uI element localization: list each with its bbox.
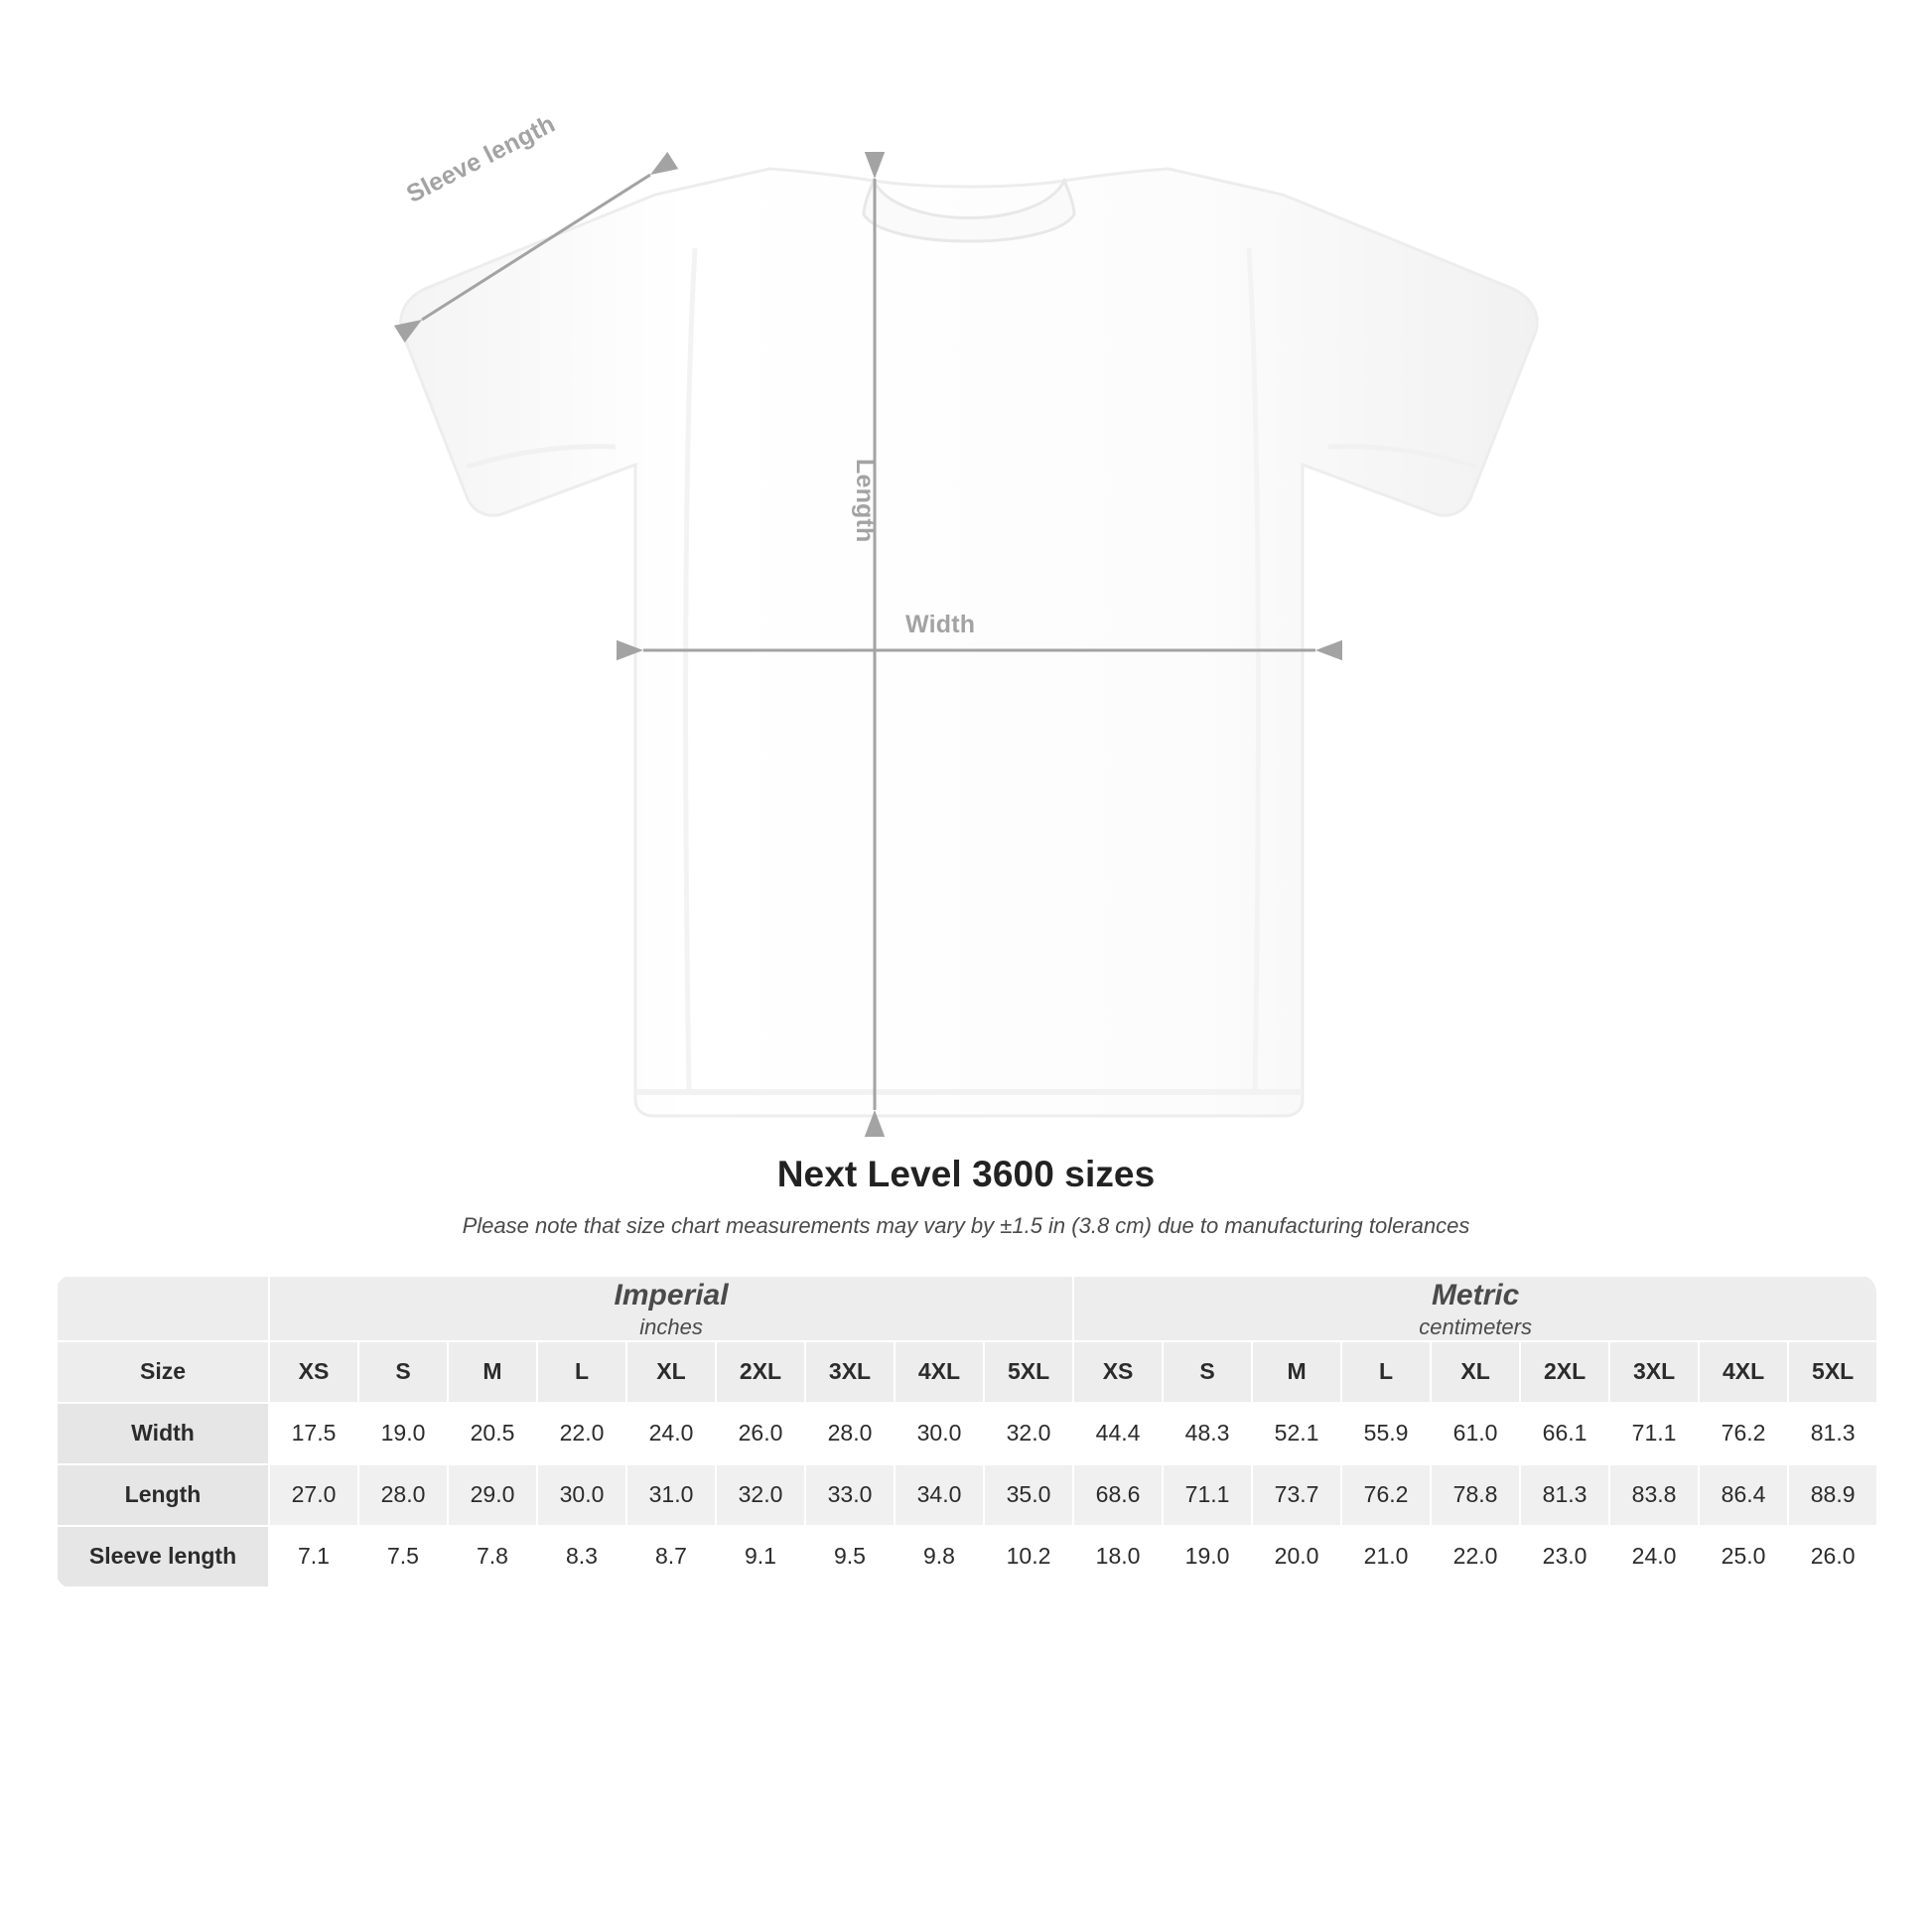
measurement-cell: 28.0 [805,1403,895,1464]
measurement-cell: 9.5 [805,1526,895,1587]
measurement-cell: 22.0 [537,1403,626,1464]
measurement-cell: 48.3 [1163,1403,1252,1464]
size-chart-table-wrapper [56,1275,1876,1588]
table-row [57,1526,1876,1587]
measurement-cell: 29.0 [448,1464,537,1526]
size-header-cell: L [537,1341,626,1403]
measurement-cell: 8.3 [537,1526,626,1587]
size-header-cell: 3XL [1609,1341,1699,1403]
row-label-cell: Width [57,1403,269,1464]
measurement-cell: 88.9 [1788,1464,1876,1526]
measurement-cell: 8.7 [626,1526,716,1587]
table-corner-cell [57,1276,269,1341]
measurement-cell: 76.2 [1699,1403,1788,1464]
measurement-cell: 31.0 [626,1464,716,1526]
measurement-cell: 66.1 [1520,1403,1609,1464]
measurement-cell: 21.0 [1341,1526,1431,1587]
length-label: Length [851,459,879,543]
measurement-cell: 32.0 [984,1403,1073,1464]
size-header-cell: 2XL [716,1341,805,1403]
measurement-cell: 81.3 [1788,1403,1876,1464]
unit-header-row [57,1276,1876,1341]
size-header-cell: 4XL [895,1341,984,1403]
size-header-cell: 5XL [984,1341,1073,1403]
measurement-cell: 26.0 [1788,1526,1876,1587]
size-header-cell: S [1163,1341,1252,1403]
measurement-cell: 44.4 [1073,1403,1163,1464]
measurement-cell: 10.2 [984,1526,1073,1587]
measurement-cell: 24.0 [1609,1526,1699,1587]
size-header-cell: XL [1431,1341,1520,1403]
measurement-cell: 55.9 [1341,1403,1431,1464]
tshirt-shape [401,169,1538,1116]
measurement-cell: 34.0 [895,1464,984,1526]
measurement-cell: 20.5 [448,1403,537,1464]
table-row [57,1464,1876,1526]
title-block [0,1154,1932,1239]
measurement-cell: 26.0 [716,1403,805,1464]
size-header-cell: 3XL [805,1341,895,1403]
measurement-cell: 68.6 [1073,1464,1163,1526]
measurement-cell: 24.0 [626,1403,716,1464]
size-header-cell: 4XL [1699,1341,1788,1403]
row-label-cell: Sleeve length [57,1526,269,1587]
measurement-cell: 52.1 [1252,1403,1341,1464]
size-header-row [57,1341,1876,1403]
measurement-cell: 22.0 [1431,1526,1520,1587]
measurement-cell: 81.3 [1520,1464,1609,1526]
size-header-cell: 2XL [1520,1341,1609,1403]
sleeve-length-label: Sleeve length [402,109,560,208]
measurement-cell: 35.0 [984,1464,1073,1526]
measurement-cell: 78.8 [1431,1464,1520,1526]
measurement-cell: 19.0 [358,1403,448,1464]
measurement-cell: 7.1 [269,1526,358,1587]
size-header-cell: XS [1073,1341,1163,1403]
measurement-cell: 33.0 [805,1464,895,1526]
measurement-cell: 71.1 [1609,1403,1699,1464]
measurement-cell: 20.0 [1252,1526,1341,1587]
measurement-cell: 86.4 [1699,1464,1788,1526]
size-header-cell: L [1341,1341,1431,1403]
unit-group-sub: inches [639,1313,703,1339]
page-title: Next Level 3600 sizes [776,1154,1156,1194]
width-label: Width [905,611,976,638]
size-column-header: Size [57,1341,269,1403]
measurement-cell: 17.5 [269,1403,358,1464]
measurement-cell: 30.0 [895,1403,984,1464]
row-label-cell: Length [57,1464,269,1526]
unit-group-header [1073,1276,1876,1341]
size-header-cell: XL [626,1341,716,1403]
measurement-cell: 23.0 [1520,1526,1609,1587]
size-chart-table [56,1275,1876,1588]
measurement-cell: 76.2 [1341,1464,1431,1526]
size-header-cell: S [358,1341,448,1403]
measurement-cell: 18.0 [1073,1526,1163,1587]
measurement-cell: 32.0 [716,1464,805,1526]
unit-group-name: Metric [1431,1279,1520,1311]
size-header-cell: M [448,1341,537,1403]
size-header-cell: M [1252,1341,1341,1403]
measurement-cell: 7.8 [448,1526,537,1587]
measurement-cell: 9.8 [895,1526,984,1587]
measurement-cell: 30.0 [537,1464,626,1526]
size-header-cell: 5XL [1788,1341,1876,1403]
measurement-cell: 7.5 [358,1526,448,1587]
unit-group-sub: centimeters [1419,1313,1532,1339]
unit-group-header [269,1276,1073,1341]
measurement-cell: 9.1 [716,1526,805,1587]
size-header-cell: XS [269,1341,358,1403]
measurement-cell: 27.0 [269,1464,358,1526]
measurement-cell: 19.0 [1163,1526,1252,1587]
measurement-cell: 28.0 [358,1464,448,1526]
measurement-cell: 61.0 [1431,1403,1520,1464]
unit-group-name: Imperial [614,1279,729,1311]
tolerance-note: Please note that size chart measurements may vary by ±1.5 in (3.8 cm) due to manufacturing tolerances [462,1213,1470,1238]
table-row [57,1403,1876,1464]
measurement-cell: 83.8 [1609,1464,1699,1526]
measurement-cell: 71.1 [1163,1464,1252,1526]
measurement-cell: 25.0 [1699,1526,1788,1587]
measurement-cell: 73.7 [1252,1464,1341,1526]
